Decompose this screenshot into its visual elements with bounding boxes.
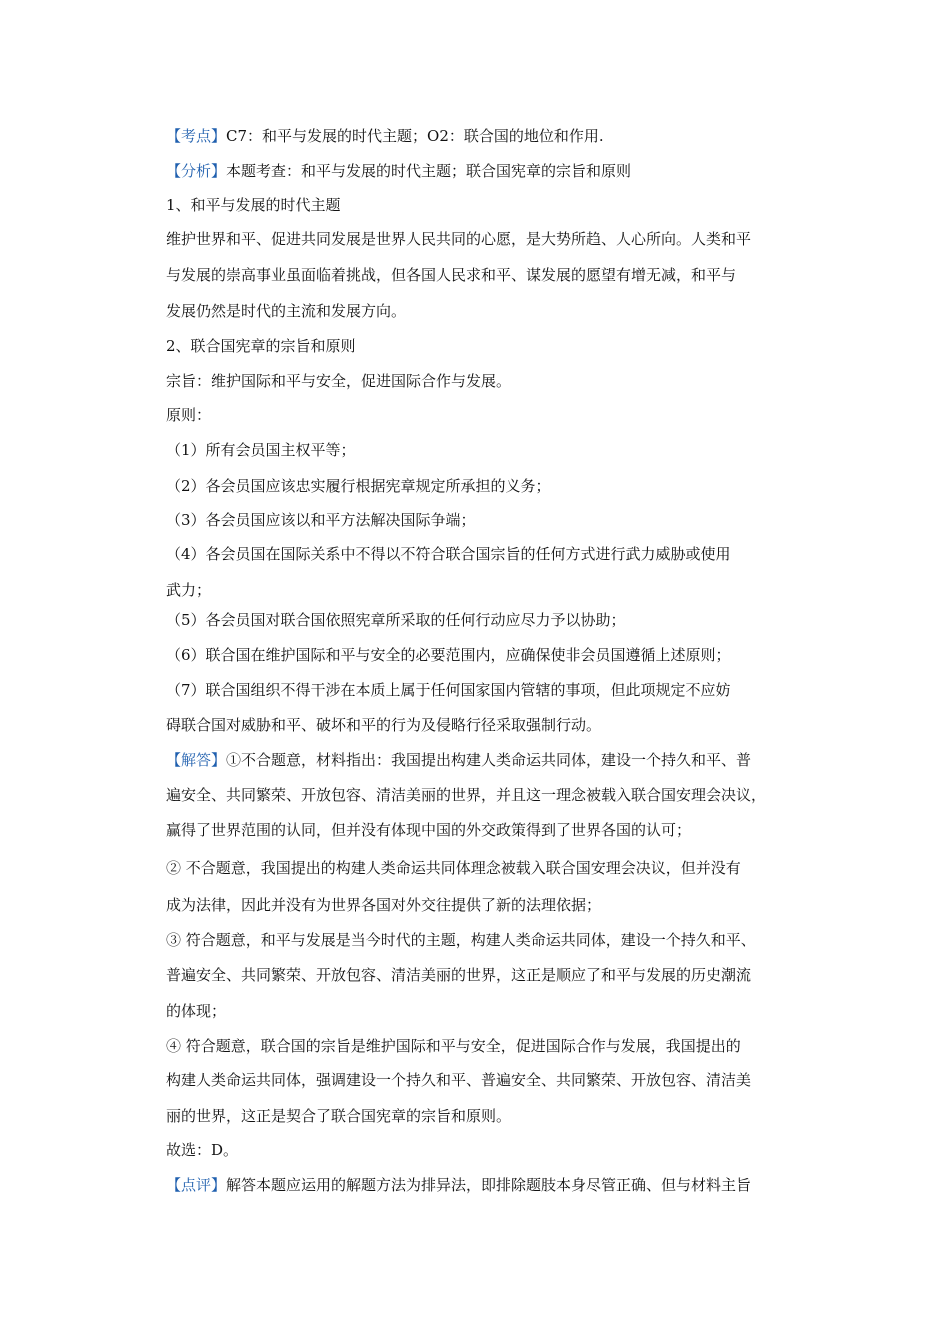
fenxi-body-line (166, 405, 211, 425)
line-text: 发展仍然是时代的主流和发展方向。 (166, 302, 407, 320)
fenxi-body-line (166, 265, 736, 285)
section-tag: 【分析】 (166, 162, 227, 180)
section-tag: 【考点】 (166, 127, 227, 145)
line-text: 解答本题应运用的解题方法为排异法，即排除题肢本身尽管正确、但与材料主旨 (226, 1176, 752, 1194)
fenxi-body-line (166, 336, 356, 356)
line-text: 宗旨：维护国际和平与安全，促进国际合作与发展。 (166, 372, 512, 390)
line-text: 2、联合国宪章的宗旨和原则 (166, 337, 356, 355)
fenxi-body-line (166, 680, 731, 700)
line-text: 遍安全、共同繁荣、开放包容、清洁美丽的世界，并且这一理念被载入联合国安理会决议， (166, 786, 767, 804)
line-text: （3）各会员国应该以和平方法解决国际争端； (166, 511, 476, 529)
jieda-body-line (166, 858, 741, 878)
fenxi-body-line (166, 580, 211, 600)
line-text: 原则： (166, 406, 212, 424)
line-text: 的体现； (166, 1002, 227, 1020)
line-text: 成为法律，因此并没有为世界各国对外交往提供了新的法理依据； (166, 896, 602, 914)
jieda-body-line (166, 895, 601, 915)
line-text: 1、和平与发展的时代主题 (166, 196, 341, 214)
jieda-body-line (166, 1036, 741, 1056)
line-text: 故选：D。 (166, 1141, 239, 1159)
section-tag: 【解答】 (166, 751, 227, 769)
line-text: （4）各会员国在国际关系中不得以不符合联合国宗旨的任何方式进行武力威胁或使用 (166, 545, 731, 563)
line-text: ③ 符合题意，和平与发展是当今时代的主题，构建人类命运共同体，建设一个持久和平、 (166, 931, 756, 949)
line-text: 本题考查：和平与发展的时代主题；联合国宪章的宗旨和原则 (226, 162, 632, 180)
line-text: （6）联合国在维护国际和平与安全的必要范围内，应确保使非会员国遵循上述原则； (166, 646, 731, 664)
line-text: （7）联合国组织不得干涉在本质上属于任何国家国内管辖的事项，但此项规定不应妨 (166, 681, 731, 699)
fenxi-body-line (166, 195, 341, 215)
fenxi-body-line (166, 510, 476, 530)
fenxi-body-line (166, 544, 731, 564)
fenxi-body-line (166, 610, 626, 630)
line-text: 普遍安全、共同繁荣、开放包容、清洁美丽的世界，这正是顺应了和平与发展的历史潮流 (166, 966, 752, 984)
fenxi-body-line (166, 645, 731, 665)
line-text: ② 不合题意，我国提出的构建人类命运共同体理念被载入联合国安理会决议，但并没有 (166, 859, 741, 877)
jieda-body-line (166, 1001, 226, 1021)
section-tag: 【点评】 (166, 1176, 227, 1194)
line-text: 与发展的崇高事业虽面临着挑战，但各国人民求和平、谋发展的愿望有增无减，和平与 (166, 266, 737, 284)
fenxi-line (166, 161, 631, 181)
line-text: 构建人类命运共同体，强调建设一个持久和平、普遍安全、共同繁荣、开放包容、清洁美 (166, 1071, 752, 1089)
jieda-line (166, 750, 751, 770)
fenxi-body-line (166, 229, 751, 249)
jieda-body-line (166, 820, 691, 840)
jieda-body-line (166, 785, 766, 805)
line-text: C7：和平与发展的时代主题；O2：联合国的地位和作用. (226, 127, 604, 145)
line-text: ①不合题意，材料指出：我国提出构建人类命运共同体，建设一个持久和平、普 (226, 751, 752, 769)
line-text: 碍联合国对威胁和平、破坏和平的行为及侵略行径采取强制行动。 (166, 716, 602, 734)
jieda-body-line (166, 1070, 751, 1090)
jieda-body-line (166, 1106, 511, 1126)
line-text: （1）所有会员国主权平等； (166, 441, 356, 459)
jieda-body-line (166, 965, 751, 985)
jieda-body-line (166, 930, 756, 950)
line-text: （2）各会员国应该忠实履行根据宪章规定所承担的义务； (166, 477, 551, 495)
fenxi-body-line (166, 301, 406, 321)
line-text: 赢得了世界范围的认同，但并没有体现中国的外交政策得到了世界各国的认可； (166, 821, 692, 839)
fenxi-body-line (166, 715, 601, 735)
line-text: 武力； (166, 581, 212, 599)
fenxi-body-line (166, 440, 356, 460)
line-text: 丽的世界，这正是契合了联合国宪章的宗旨和原则。 (166, 1107, 512, 1125)
dianping-line (166, 1175, 751, 1195)
fenxi-body-line (166, 371, 511, 391)
line-text: （5）各会员国对联合国依照宪章所采取的任何行动应尽力予以协助； (166, 611, 626, 629)
jieda-body-line (166, 1140, 238, 1160)
line-text: ④ 符合题意，联合国的宗旨是维护国际和平与安全，促进国际合作与发展，我国提出的 (166, 1037, 741, 1055)
kaodian-line (166, 126, 604, 146)
line-text: 维护世界和平、促进共同发展是世界人民共同的心愿，是大势所趋、人心所向。人类和平 (166, 230, 752, 248)
fenxi-body-line (166, 476, 551, 496)
